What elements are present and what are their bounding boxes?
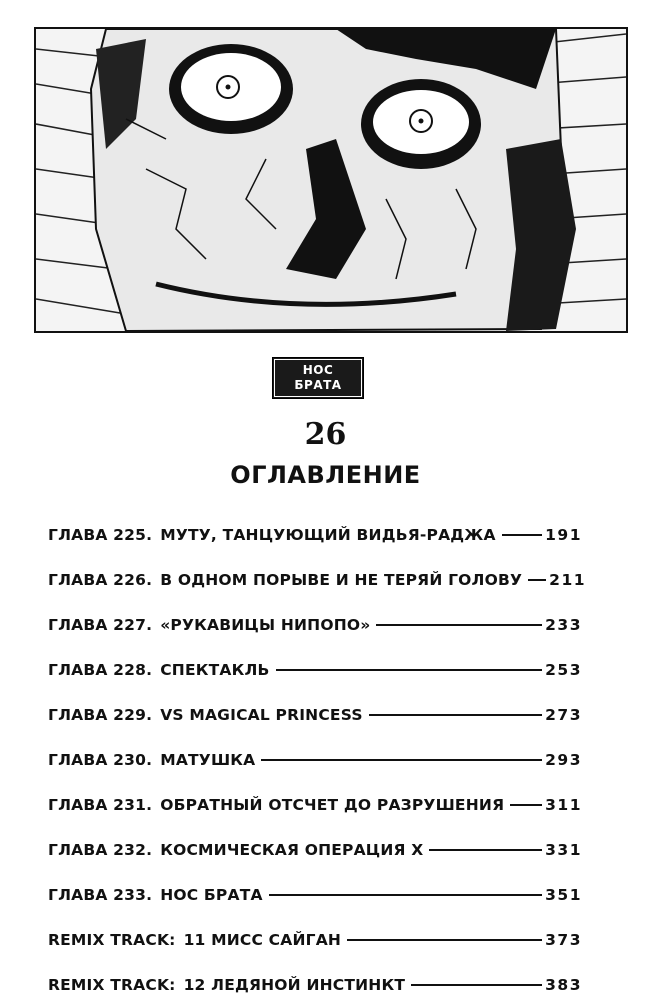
toc-entry (48, 782, 582, 827)
chapter-title: 12 ЛЕДЯНОЙ ИНСТИНКТ (183, 975, 406, 994)
chapter-title: МУТУ, ТАНЦУЮЩИЙ ВИДЬЯ-РАДЖА (160, 525, 496, 544)
leader-line (510, 804, 542, 806)
toc-entry (48, 692, 582, 737)
chapter-title: НОС БРАТА (160, 885, 263, 904)
chapter-number: ГЛАВА 232. (48, 840, 153, 859)
chapter-title: КОСМИЧЕСКАЯ ОПЕРАЦИЯ X (160, 840, 424, 859)
leader-line (269, 894, 542, 896)
leader-line (369, 714, 542, 716)
page-number: 373 (545, 930, 582, 949)
page-number: 273 (545, 705, 582, 724)
chapter-number: ГЛАВА 225. (48, 525, 153, 544)
page-number: 383 (545, 975, 582, 994)
chapter-number: ГЛАВА 227. (48, 615, 153, 634)
chapter-number: ГЛАВА 229. (48, 705, 153, 724)
chapter-number: REMIX TRACK: (48, 930, 176, 949)
chapter-number: ГЛАВА 230. (48, 750, 153, 769)
chapter-title: «РУКАВИЦЫ НИПОПО» (160, 615, 371, 634)
page-number: 331 (545, 840, 582, 859)
toc-entry (48, 512, 582, 557)
page-number: 311 (545, 795, 582, 814)
face-drawing (36, 29, 626, 331)
chapter-number: ГЛАВА 228. (48, 660, 153, 679)
chapter-title: VS MAGICAL PRINCESS (160, 705, 363, 724)
page-number: 293 (545, 750, 582, 769)
leader-line (261, 759, 542, 761)
badge-line-2: БРАТА (294, 378, 342, 392)
page-number: 191 (545, 525, 582, 544)
toc-entry (48, 557, 587, 602)
leader-line (502, 534, 542, 536)
table-of-contents (48, 512, 587, 1007)
series-badge (272, 357, 364, 399)
leader-line (347, 939, 542, 941)
toc-entry (48, 737, 582, 782)
toc-entry (48, 872, 582, 917)
chapter-number: ГЛАВА 233. (48, 885, 153, 904)
chapter-number: REMIX TRACK: (48, 975, 176, 994)
chapter-title: В ОДНОМ ПОРЫВЕ И НЕ ТЕРЯЙ ГОЛОВУ (160, 570, 523, 589)
chapter-title: МАТУШКА (160, 750, 256, 769)
chapter-title: 11 МИСС САЙГАН (183, 930, 342, 949)
chapter-number: ГЛАВА 226. (48, 570, 153, 589)
manga-face-illustration (34, 27, 628, 333)
toc-heading: ОГЛАВЛЕНИЕ (230, 461, 421, 489)
leader-line (528, 579, 546, 581)
toc-entry (48, 962, 582, 1007)
volume-number: 26 (304, 417, 347, 452)
toc-entry (48, 602, 582, 647)
chapter-title: ОБРАТНЫЙ ОТСЧЕТ ДО РАЗРУШЕНИЯ (160, 795, 505, 814)
leader-line (411, 984, 542, 986)
leader-line (276, 669, 543, 671)
toc-entry (48, 647, 582, 692)
leader-line (376, 624, 542, 626)
page-number: 233 (545, 615, 582, 634)
chapter-title: СПЕКТАКЛЬ (160, 660, 270, 679)
toc-entry (48, 917, 582, 962)
toc-entry (48, 827, 582, 872)
badge-line-1: НОС (302, 363, 334, 377)
chapter-number: ГЛАВА 231. (48, 795, 153, 814)
page-number: 211 (549, 570, 587, 589)
page-number: 351 (545, 885, 582, 904)
leader-line (429, 849, 542, 851)
page-number: 253 (545, 660, 582, 679)
